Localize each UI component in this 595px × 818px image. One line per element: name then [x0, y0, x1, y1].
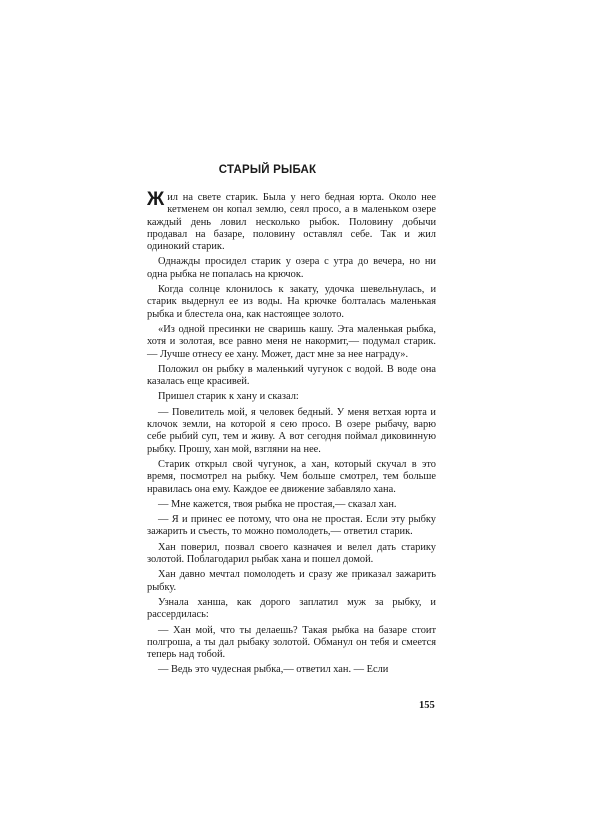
- paragraph: Хан давно мечтал помолодеть и сразу же приказал зажарить рыбку.: [147, 569, 436, 593]
- story-title: СТАРЫЙ РЫБАК: [218, 164, 317, 176]
- paragraph: — Хан мой, что ты делаешь? Такая рыбка на базаре стоит полгроша, а ты дал рыбаку золотой. Обманул он тебя и смеется теперь над тобой.: [147, 624, 436, 661]
- paragraph: — Мне кажется, твоя рыбка не простая,— сказал хан.: [158, 498, 397, 510]
- page-number: 155: [419, 700, 435, 711]
- paragraph: Пришел старик к хану и сказал:: [158, 391, 299, 403]
- paragraph: Старик открыл свой чугунок, а хан, который скучал в это время, посмотрел на рыбку. Чем больше смотрел, тем больше нравилась она ему. Каждое ее движение забавляло хана.: [147, 458, 436, 495]
- paragraph-1: [147, 189, 436, 253]
- paragraph: «Из одной пресинки не сваришь кашу. Эта маленькая рыбка, хотя и золотая, все равно меня не накормит,— подумал старик.— Лучше отнесу ее хану. Может, даст мне за нее награду».: [147, 323, 436, 360]
- paragraph: Однажды просидел старик у озера с утра до вечера, но ни одна рыбка не попалась на крючок.: [147, 256, 436, 280]
- paragraph: Положил он рыбку в маленький чугунок с водой. В воде она казалась еще красивей.: [147, 363, 436, 388]
- paragraph: Когда солнце клонилось к закату, удочка шевельнулась, и старик выдернул ее из воды. На крючке болталась маленькая рыбка и блестела она, как настоящее золото.: [147, 284, 436, 320]
- story-text: [147, 189, 436, 680]
- paragraph: — Я и принес ее потому, что она не простая. Если эту рыбку зажарить и съесть, то можно помолодеть,— ответил старик.: [147, 514, 436, 538]
- paragraph: — Повелитель мой, я человек бедный. У меня ветхая юрта и клочок земли, на которой я сею просо. В озере рыбачу, варю себе рыбий суп, тем и живу. А вот сегодня поймал диковинную рыбку. Прошу, хан мой, взгляни на нее.: [147, 406, 436, 455]
- drop-cap: Ж: [147, 189, 165, 210]
- paragraph: — Ведь это чудесная рыбка,— ответил хан. — Если: [158, 664, 389, 676]
- paragraph: Хан поверил, позвал своего казначея и велел дать старику золотой. Поблагодарил рыбак хана и пошел домой.: [147, 541, 436, 566]
- paragraph-1-text: ил на свете старик. Была у него бедная юрта. Около нее кетменем он копал землю, сеял просо, а в маленьком озере каждый день ловил несколько рыбок. Половину добычи продавал на базаре, половину оставлял себе. Так и жил одинокий старик.: [147, 192, 436, 253]
- paragraph: Узнала ханша, как дорого заплатил муж за рыбку, и рассердилась:: [147, 596, 436, 621]
